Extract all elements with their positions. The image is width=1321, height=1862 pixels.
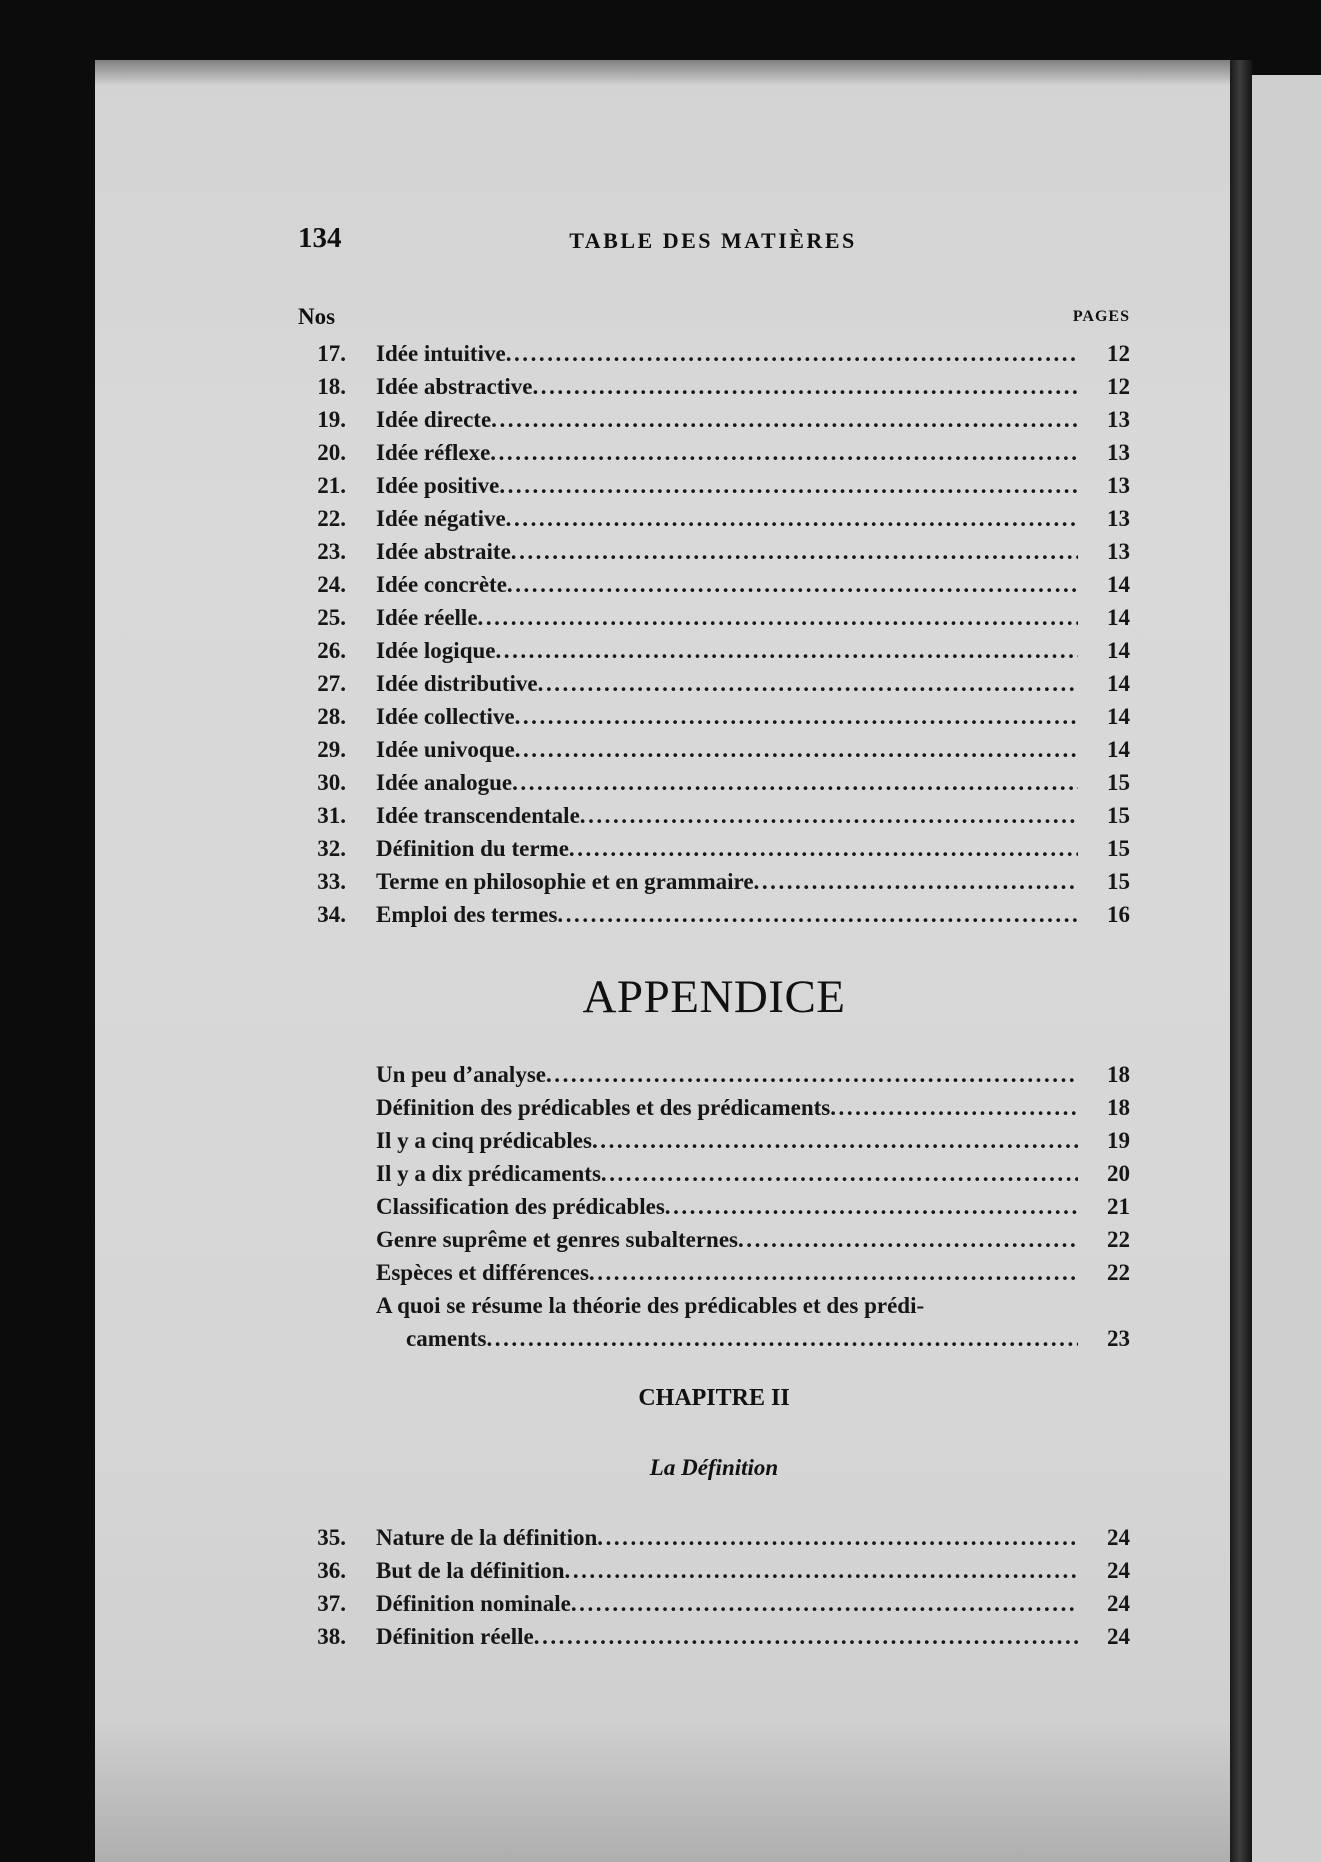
entry-title: Idée univoque bbox=[376, 737, 515, 762]
entry-page: 12 bbox=[1107, 374, 1130, 399]
toc-entry bbox=[298, 469, 1130, 502]
entry-page: 19 bbox=[1107, 1128, 1130, 1153]
entry-page: 13 bbox=[1107, 506, 1130, 531]
entry-number: 35. bbox=[317, 1525, 346, 1550]
entry-number: 22. bbox=[317, 506, 346, 531]
entry-number: 28. bbox=[317, 704, 346, 729]
entry-page: 14 bbox=[1107, 704, 1130, 729]
entry-title: Genre suprême et genres subalternes bbox=[376, 1227, 738, 1252]
entry-page: 15 bbox=[1107, 836, 1130, 861]
toc-entry-wrapped-line1 bbox=[298, 1289, 1130, 1322]
entry-number: 34. bbox=[317, 902, 346, 927]
entry-title: Idée logique bbox=[376, 638, 496, 663]
entry-number: 24. bbox=[317, 572, 346, 597]
entry-page: 15 bbox=[1107, 869, 1130, 894]
running-head bbox=[298, 222, 1128, 262]
entry-title: Définition nominale bbox=[376, 1591, 571, 1616]
toc-entry bbox=[298, 1554, 1130, 1587]
book-gutter bbox=[1230, 60, 1252, 1862]
entry-title: Un peu d’analyse bbox=[376, 1062, 546, 1087]
entry-page: 22 bbox=[1107, 1260, 1130, 1285]
toc-entry-wrapped-line2 bbox=[298, 1322, 1130, 1355]
entry-title: Idée abstraite bbox=[376, 539, 511, 564]
toc-section-1 bbox=[298, 337, 1130, 931]
toc-entry bbox=[298, 568, 1130, 601]
toc-entry bbox=[298, 766, 1130, 799]
entry-title: Nature de la définition bbox=[376, 1525, 598, 1550]
toc-entry bbox=[298, 502, 1130, 535]
entry-page: 14 bbox=[1107, 737, 1130, 762]
entry-title: Définition réelle bbox=[376, 1624, 534, 1649]
toc-entry bbox=[298, 535, 1130, 568]
entry-page: 21 bbox=[1107, 1194, 1130, 1219]
toc-entry bbox=[298, 1190, 1130, 1223]
entry-page: 24 bbox=[1107, 1558, 1130, 1583]
entry-title: Idée réflexe bbox=[376, 440, 491, 465]
entry-number: 33. bbox=[317, 869, 346, 894]
toc-entry bbox=[298, 1157, 1130, 1190]
entry-number: 38. bbox=[317, 1624, 346, 1649]
entry-number: 37. bbox=[317, 1591, 346, 1616]
entry-page: 15 bbox=[1107, 803, 1130, 828]
entry-page: 22 bbox=[1107, 1227, 1130, 1252]
toc-entry bbox=[298, 1058, 1130, 1091]
entry-page: 24 bbox=[1107, 1591, 1130, 1616]
entry-number: 19. bbox=[317, 407, 346, 432]
entry-title: Classification des prédicables bbox=[376, 1194, 665, 1219]
entry-page: 13 bbox=[1107, 473, 1130, 498]
chapter-heading: CHAPITRE II bbox=[638, 1385, 790, 1411]
entry-title: Idée distributive bbox=[376, 671, 538, 696]
toc-entry bbox=[298, 436, 1130, 469]
toc-entry bbox=[298, 1256, 1130, 1289]
appendix-heading: APPENDICE bbox=[582, 971, 846, 1023]
toc-entry bbox=[298, 1124, 1130, 1157]
facing-page-edge bbox=[1252, 75, 1321, 1862]
entry-page: 13 bbox=[1107, 440, 1130, 465]
toc-entry bbox=[298, 1091, 1130, 1124]
entry-title: Espèces et différences bbox=[376, 1260, 589, 1285]
entry-title: But de la définition bbox=[376, 1558, 565, 1583]
entry-page: 12 bbox=[1107, 341, 1130, 366]
entry-title: Idée concrète bbox=[376, 572, 507, 597]
entry-number: 21. bbox=[317, 473, 346, 498]
numbers-column-header: Nos bbox=[298, 304, 336, 329]
entry-title: Idée analogue bbox=[376, 770, 513, 795]
pages-column-header: PAGES bbox=[1072, 308, 1130, 325]
entry-title-continued: caments bbox=[406, 1326, 487, 1351]
toc-entry bbox=[298, 634, 1130, 667]
entry-page: 13 bbox=[1107, 407, 1130, 432]
page-title: TABLE DES MATIÈRES bbox=[569, 228, 857, 253]
entry-number: 30. bbox=[317, 770, 346, 795]
toc-entry bbox=[298, 700, 1130, 733]
toc-entry bbox=[298, 1223, 1130, 1256]
entry-number: 31. bbox=[317, 803, 346, 828]
toc-entry bbox=[298, 1587, 1130, 1620]
toc-entry bbox=[298, 370, 1130, 403]
toc-entry bbox=[298, 799, 1130, 832]
entry-title: Définition des prédicables et des prédicaments bbox=[376, 1095, 831, 1120]
entry-page: 20 bbox=[1107, 1161, 1130, 1186]
column-headers bbox=[298, 304, 1130, 334]
toc-entry bbox=[298, 667, 1130, 700]
entry-number: 27. bbox=[317, 671, 346, 696]
entry-title: Emploi des termes bbox=[376, 902, 558, 927]
entry-title: Il y a cinq prédicables bbox=[376, 1128, 592, 1153]
toc-entry bbox=[298, 1620, 1130, 1653]
entry-number: 26. bbox=[317, 638, 346, 663]
entry-title: Idée négative bbox=[376, 506, 506, 531]
entry-title: Idée directe bbox=[376, 407, 492, 432]
entry-page: 14 bbox=[1107, 638, 1130, 663]
page-top-shadow bbox=[95, 60, 1230, 86]
entry-page: 15 bbox=[1107, 770, 1130, 795]
entry-page: 14 bbox=[1107, 605, 1130, 630]
toc-entry bbox=[298, 733, 1130, 766]
entry-page: 14 bbox=[1107, 671, 1130, 696]
entry-title: A quoi se résume la théorie des prédicables et des prédi- bbox=[376, 1293, 925, 1318]
entry-title: Idée intuitive bbox=[376, 341, 506, 366]
entry-number: 23. bbox=[317, 539, 346, 564]
toc-entry bbox=[298, 1521, 1130, 1554]
toc-entry bbox=[298, 832, 1130, 865]
toc-chapter-2 bbox=[298, 1521, 1130, 1653]
entry-page: 14 bbox=[1107, 572, 1130, 597]
toc-appendix bbox=[298, 1058, 1130, 1355]
toc-entry bbox=[298, 403, 1130, 436]
entry-number: 20. bbox=[317, 440, 346, 465]
entry-page: 23 bbox=[1107, 1326, 1130, 1351]
entry-title: Idée réelle bbox=[376, 605, 478, 630]
entry-page: 13 bbox=[1107, 539, 1130, 564]
entry-number: 29. bbox=[317, 737, 346, 762]
page-number: 134 bbox=[298, 222, 342, 254]
toc-entry bbox=[298, 898, 1130, 931]
entry-page: 24 bbox=[1107, 1624, 1130, 1649]
entry-title: Idée abstractive bbox=[376, 374, 533, 399]
entry-page: 24 bbox=[1107, 1525, 1130, 1550]
toc-entry bbox=[298, 601, 1130, 634]
entry-title: Définition du terme bbox=[376, 836, 569, 861]
entry-number: 25. bbox=[317, 605, 346, 630]
entry-number: 18. bbox=[317, 374, 346, 399]
entry-number: 17. bbox=[317, 341, 346, 366]
entry-title: Idée positive bbox=[376, 473, 500, 498]
entry-number: 36. bbox=[317, 1558, 346, 1583]
entry-page: 16 bbox=[1107, 902, 1130, 927]
entry-title: Idée transcendentale bbox=[376, 803, 580, 828]
toc-entry bbox=[298, 865, 1130, 898]
entry-title: Idée collective bbox=[376, 704, 515, 729]
entry-title: Il y a dix prédicaments bbox=[376, 1161, 601, 1186]
page-bottom-wear bbox=[95, 1720, 1230, 1862]
entry-page: 18 bbox=[1107, 1095, 1130, 1120]
toc-entry bbox=[298, 337, 1130, 370]
entry-page: 18 bbox=[1107, 1062, 1130, 1087]
chapter-subtitle: La Définition bbox=[649, 1455, 779, 1480]
entry-title: Terme en philosophie et en grammaire bbox=[376, 869, 754, 894]
entry-number: 32. bbox=[317, 836, 346, 861]
